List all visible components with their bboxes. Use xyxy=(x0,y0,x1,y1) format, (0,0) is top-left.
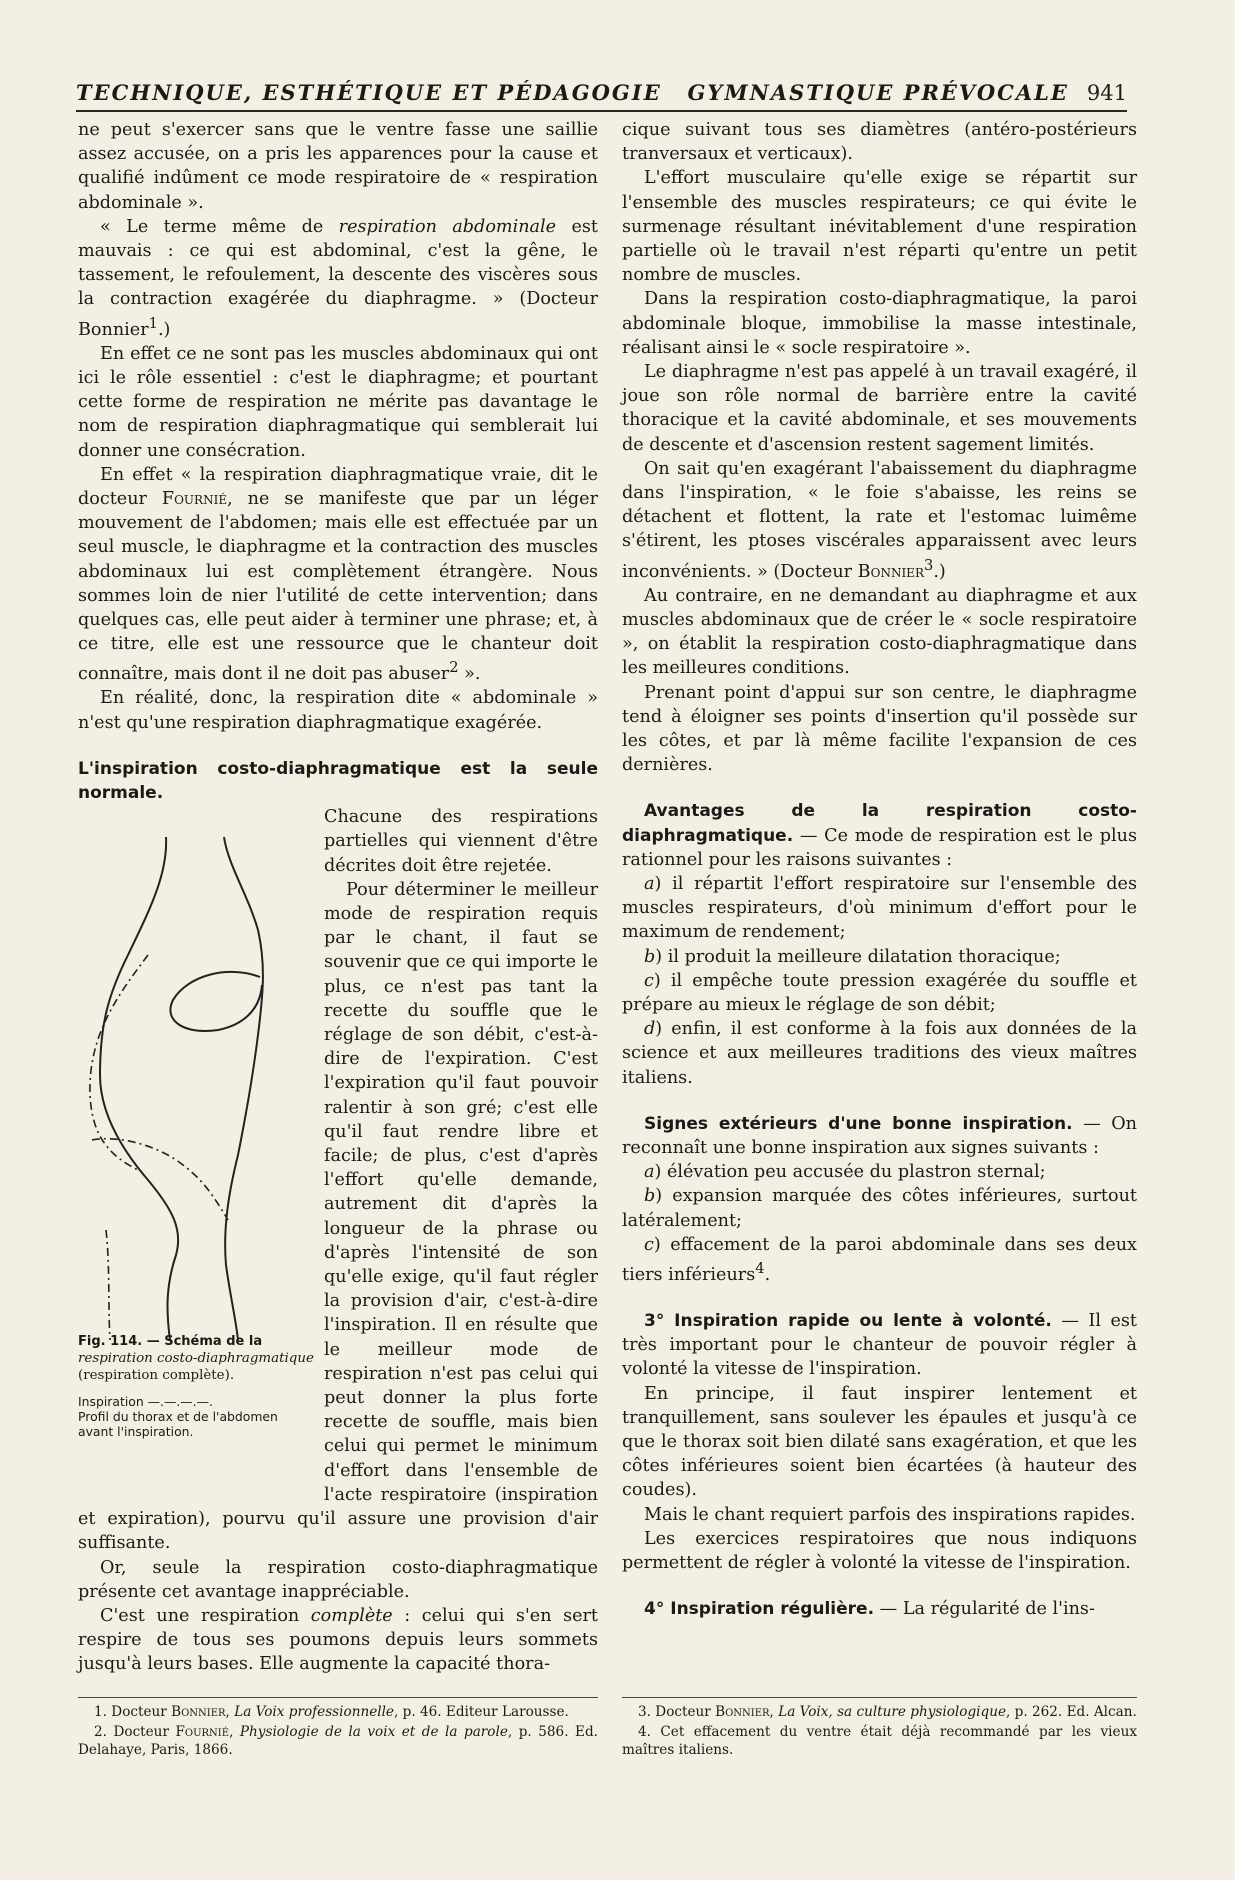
list-item: b) expansion marquée des côtes inférieures, surtout latéralement; xyxy=(622,1186,1137,1231)
figure-caption xyxy=(78,1333,314,1439)
figure-title: respiration costo-diaphragmatique xyxy=(78,1351,314,1367)
footnote: 4. Cet effacement du ventre était déjà recommandé par les vieux maîtres italiens. xyxy=(622,1724,1137,1758)
section-heading: 4° Inspiration régulière. xyxy=(644,1599,875,1620)
list-item: c) il empêche toute pression exagérée du souffle et prépare au mieux le réglage de son débit; xyxy=(622,970,1137,1015)
list-item: d) enfin, il est conforme à la fois aux données de la science et aux meilleures traditions des vieux maîtres italiens. xyxy=(622,1019,1137,1088)
header-right-title: GYMNASTIQUE PRÉVOCALE xyxy=(687,80,1069,105)
footnotes-left xyxy=(78,1703,598,1761)
header-right-group xyxy=(687,80,1127,105)
paragraph: 4° Inspiration régulière. — La régularité de l'ins- xyxy=(644,1599,1095,1620)
footnote: 1. Docteur Bonnier, La Voix professionnelle, p. 46. Editeur Larousse. xyxy=(94,1704,569,1720)
list-item: a) élévation peu accusée du plastron sternal; xyxy=(644,1162,1046,1183)
paragraph: Les exercices respiratoires que nous indiquons permettent de régler à volonté la vitesse de l'inspiration. xyxy=(622,1528,1137,1574)
left-column xyxy=(78,118,598,1677)
paragraph: 3° Inspiration rapide ou lente à volonté. — Il est très important pour le chanteur de pouvoir régler à volonté la vitesse de l'inspiration. xyxy=(622,1311,1137,1380)
paragraph: Signes extérieurs d'une bonne inspiration. — On reconnaît une bonne inspiration aux signes suivants : xyxy=(622,1113,1137,1158)
list-item: a) il répartit l'effort respiratoire sur l'ensemble des muscles respirateurs, d'où minimum d'effort pour le maximum de rendement; xyxy=(622,873,1137,943)
paragraph: Mais le chant requiert parfois des inspirations rapides. xyxy=(644,1504,1136,1525)
footnotes-right xyxy=(622,1703,1137,1761)
figure-label: Fig. 114. — Schéma de la xyxy=(78,1334,263,1350)
paragraph: Chacune des respirations partielles qui viennent d'être décrites doit être rejetée. xyxy=(324,807,598,876)
paragraph: « Le terme même de respiration abdominale est mauvais : ce qui est abdominal, c'est la gêne, le tassement, le refoulement, la descente des viscères sous la contraction exagérée du diaphragme. » (Docteur Bonnier$^1$.) xyxy=(78,216,598,340)
paragraph: Le diaphragme n'est pas appelé à un travail exagéré, il joue son rôle normal de barrière entre la cavité thoracique et la cavité abdominale, et ses mouvements de descente et d'ascension restent sagement limités. xyxy=(622,362,1137,455)
legend-inspiration: Inspiration —.—.—.—. xyxy=(78,1394,213,1410)
running-header xyxy=(76,80,1127,112)
list-item: c) effacement de la paroi abdominale dans ses deux tiers inférieurs$^4$. xyxy=(622,1234,1137,1285)
footnote: 3. Docteur Bonnier, La Voix, sa culture physiologique, p. 262. Ed. Alcan. xyxy=(638,1704,1137,1720)
page-number: 941 xyxy=(1086,81,1127,105)
paragraph: C'est une respiration complète : celui qui s'en sert respire de tous ses poumons depuis leurs sommets jusqu'à leurs bases. Elle augmente la capacité thora- xyxy=(78,1605,598,1675)
paragraph: Or, seule la respiration costo-diaphragmatique présente cet avantage inappréciable. xyxy=(78,1557,598,1602)
paragraph: L'effort musculaire qu'elle exige se répartit sur l'ensemble des muscles respirateurs; ce qui évite le surmenage résultant inévitablement d'une respiration partielle où le travail n'est réparti qu'entre un petit nombre de muscles. xyxy=(622,168,1137,286)
right-column xyxy=(622,118,1137,1622)
list-item: b) il produit la meilleure dilatation thoracique; xyxy=(644,946,1061,967)
thorax-profile-diagram xyxy=(78,835,316,1345)
paragraph: On sait qu'en exagérant l'abaissement du diaphragme dans l'inspiration, « le foie s'abaisse, les reins se détachent et flottent, la rate et l'estomac luimême s'étirent, les ptoses viscérales apparaissent avec leurs inconvénients. » (Docteur Bonnier$^3$.) xyxy=(622,458,1137,582)
paragraph: Dans la respiration costo-diaphragmatique, la paroi abdominale bloque, immobilise la masse intestinale, réalisant ainsi le « socle respiratoire ». xyxy=(622,289,1137,358)
paragraph: En principe, il faut inspirer lentement et tranquillement, sans soulever les épaules et jusqu'à ce que le thorax soit bien dilaté sans exagération, et que les côtes inférieures soient bien écartées (à hauteur des coudes). xyxy=(622,1383,1137,1501)
footnote-rule-right xyxy=(622,1697,1137,1698)
footnote-rule-left xyxy=(78,1697,598,1698)
paragraph: cique suivant tous ses diamètres (antéro-postérieurs tranversaux et verticaux). xyxy=(622,120,1137,165)
paragraph: Pour déterminer le meilleur mode de respiration requis par le chant, il faut se souvenir que ce qui importe le plus, ce n'est pas tant la recette du souffle que le réglage de son débit, c'est-à-dire de l'expiration. C'est l'expiration qu'il faut pouvoir ralentir à son gré; c'est elle qu'il faut rendre libre et facile; de plus, c'est d'après l'effort qu'elle demande, autrement dit d'après la longueur de la phrase ou d'après l'intensité de son qu'elle exige, qu'il faut régler la provision d'air, c'est-à-dire l'inspiration. Il en résulte que le meilleur mode de respiration n'est pas celui qui peut donner la plus forte recette de souffle, mais bien celui qui permet le minimum d'effort dans l'ensemble de l'acte respiratoire (inspiration et expiration), pourvu qu'il assure une provision d'air suffisante. xyxy=(78,879,598,1554)
paragraph: En réalité, donc, la respiration dite « abdominale » n'est qu'une respiration diaphragmatique exagérée. xyxy=(78,688,598,733)
section-heading: Avantages de la respiration costo-diaphragmatique. xyxy=(622,801,1137,846)
footnote: 2. Docteur Fournié, Physiologie de la voix et de la parole, p. 586. Ed. Delahaye, Paris, 1866. xyxy=(78,1724,598,1758)
figure-title-rest: (respiration complète). xyxy=(78,1368,235,1384)
figure-legend xyxy=(78,1394,314,1439)
figure-114 xyxy=(78,805,316,1505)
paragraph: ne peut s'exercer sans que le ventre fasse une saillie assez accusée, on a pris les apparences pour la cause et qualifié indûment ce mode respiratoire de « respiration abdominale ». xyxy=(78,120,598,213)
paragraph: En effet « la respiration diaphragmatique vraie, dit le docteur Fournié, ne se manifeste que par un léger mouvement de l'abdomen; mais elle est effectuée par un seul muscle, le diaphragme et la contraction des muscles abdominaux lui est complètement étrangère. Nous sommes loin de nier l'utilité de cette intervention; dans quelques cas, elle peut aider à terminer une phrase; et, à ce titre, elle est une ressource que le chanteur doit connaître, mais dont il ne doit pas abuser$^2$ ». xyxy=(78,464,598,685)
section-heading: 3° Inspiration rapide ou lente à volonté. xyxy=(644,1311,1052,1332)
section-heading: L'inspiration costo-diaphragmatique est la seule normale. xyxy=(78,758,598,803)
section-heading: Signes extérieurs d'une bonne inspiration. xyxy=(644,1113,1073,1134)
paragraph: En effet ce ne sont pas les muscles abdominaux qui ont ici le rôle essentiel : c'est le diaphragme; et pourtant cette forme de respiration ne mérite pas davantage le nom de respiration diaphragmatique qui semblerait lui donner une consécration. xyxy=(78,343,598,461)
legend-profile: Profil du thorax et de l'abdomen avant l'inspiration. xyxy=(78,1409,278,1440)
header-left-title: TECHNIQUE, ESTHÉTIQUE ET PÉDAGOGIE xyxy=(76,80,662,105)
paragraph: Avantages de la respiration costo-diaphragmatique. — Ce mode de respiration est le plus rationnel pour les raisons suivantes : xyxy=(622,801,1137,870)
paragraph: Prenant point d'appui sur son centre, le diaphragme tend à éloigner ses points d'insertion qu'il possède sur les côtes, et par là même facilite l'expansion de ces dernières. xyxy=(622,682,1137,776)
figure-section xyxy=(78,757,598,1556)
paragraph: Au contraire, en ne demandant au diaphragme et aux muscles abdominaux que de créer le « socle respiratoire », on établit la respiration costo-diaphragmatique dans les meilleures conditions. xyxy=(622,585,1137,679)
